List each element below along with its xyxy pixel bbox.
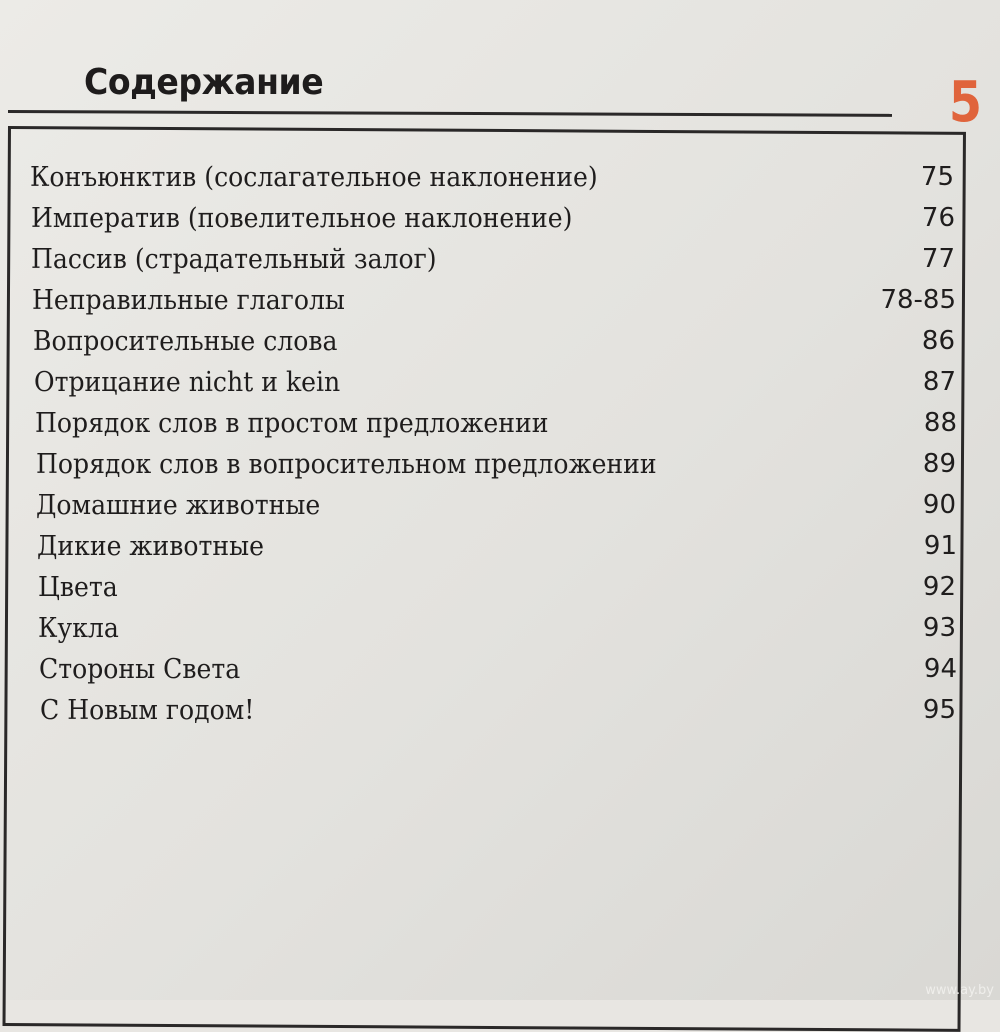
toc-entry xyxy=(37,531,963,572)
toc-entry-title: Пассив (страдательный залог) xyxy=(31,244,437,275)
toc-entry-page: 92 xyxy=(922,572,956,602)
toc-entry-title: Дикие животные xyxy=(37,531,264,562)
toc-entry-page: 94 xyxy=(923,654,957,684)
toc-entry-page: 87 xyxy=(922,367,956,397)
toc-entry-page: 86 xyxy=(921,326,955,356)
toc-entry xyxy=(36,490,962,531)
watermark: www.ay.by xyxy=(925,983,994,998)
toc-entry-page: 76 xyxy=(921,203,955,233)
toc-entry xyxy=(31,244,957,285)
toc-entry-page: 95 xyxy=(922,695,956,725)
toc-entry-title: Порядок слов в простом предложении xyxy=(35,408,549,439)
toc-entry xyxy=(38,613,964,654)
toc-entry-title: Порядок слов в вопросительном предложении xyxy=(36,449,657,480)
header-rule xyxy=(8,110,892,117)
toc-entry-page: 75 xyxy=(920,162,954,192)
toc-entry xyxy=(35,408,961,449)
toc-entry-title: Кукла xyxy=(38,613,119,644)
toc-entry-title: Конъюнктив (сослагательное наклонение) xyxy=(30,162,598,193)
toc-entry xyxy=(39,654,965,695)
toc-entry-title: Императив (повелительное наклонение) xyxy=(31,203,573,234)
toc-entry-page: 93 xyxy=(922,613,956,643)
toc-entry-page: 77 xyxy=(921,244,955,274)
toc-entry-title: Вопросительные слова xyxy=(33,326,338,357)
toc-entry-title: Цвета xyxy=(38,572,118,603)
page-number: 5 xyxy=(948,70,983,135)
toc-entry xyxy=(30,162,956,203)
toc-entry-page: 78-85 xyxy=(880,285,956,315)
toc-entry-page: 90 xyxy=(922,490,956,520)
toc-entry-page: 89 xyxy=(922,449,956,479)
table-of-contents xyxy=(30,162,956,736)
toc-entry-title: Домашние животные xyxy=(36,490,321,521)
toc-entry xyxy=(38,572,964,613)
toc-entry-title: С Новым годом! xyxy=(40,695,255,726)
toc-entry xyxy=(34,367,960,408)
toc-entry-title: Отрицание nicht и kein xyxy=(34,367,341,398)
toc-entry-page: 91 xyxy=(923,531,957,561)
toc-entry-page: 88 xyxy=(923,408,957,438)
toc-entry xyxy=(33,326,959,367)
contents-heading: Содержание xyxy=(84,62,324,103)
toc-entry-title: Неправильные глаголы xyxy=(32,285,345,316)
toc-entry-title: Стороны Света xyxy=(39,654,241,685)
toc-entry xyxy=(36,449,962,490)
toc-entry xyxy=(40,695,966,736)
toc-entry xyxy=(31,203,957,244)
toc-entry xyxy=(32,285,958,326)
